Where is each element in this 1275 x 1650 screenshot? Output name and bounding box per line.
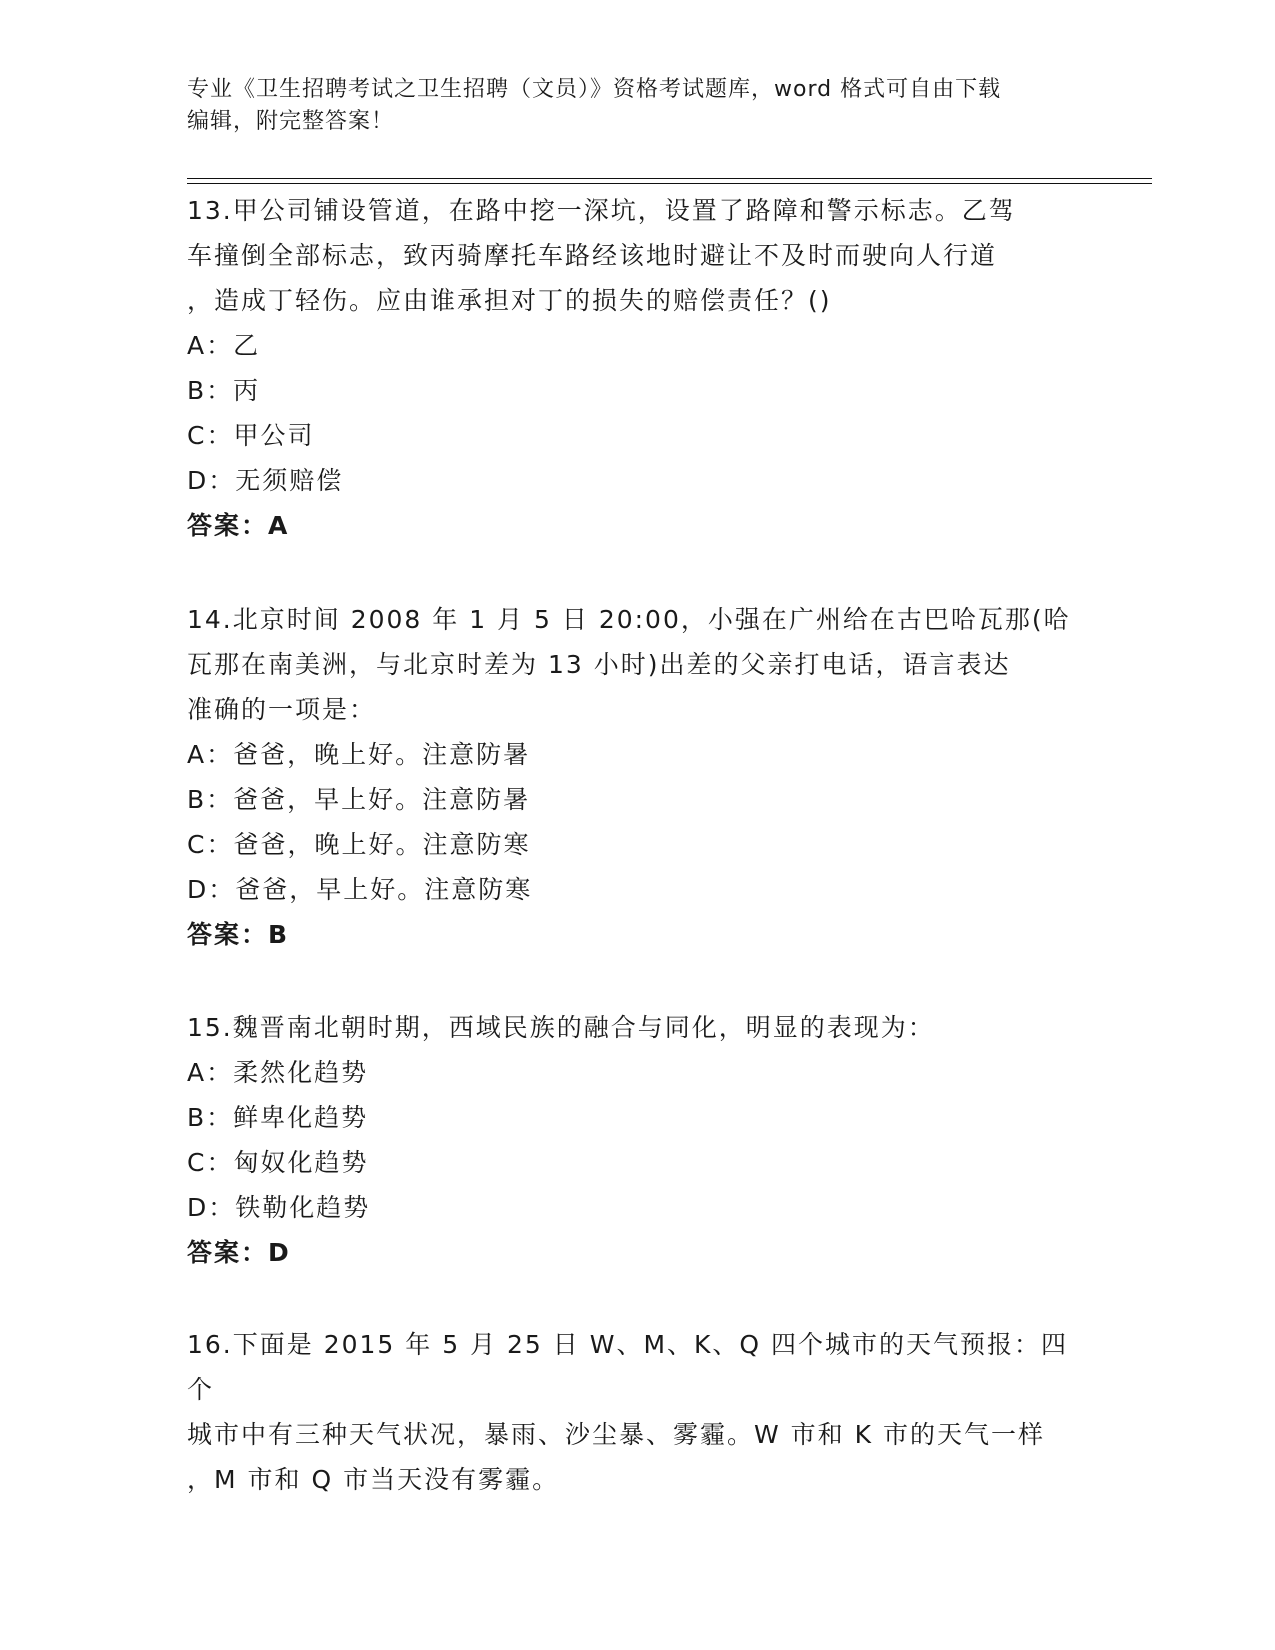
header-line-2: 编辑，附完整答案！ bbox=[187, 109, 395, 134]
header-line-1: 专业《卫生招聘考试之卫生招聘（文员）》资格考试题库，word 格式可自由下载 bbox=[187, 77, 1002, 102]
header-divider-top bbox=[187, 178, 1152, 179]
option-d: D：铁勒化趋势 bbox=[187, 1193, 371, 1222]
question-stem-line: 瓦那在南美洲，与北京时差为 13 小时)出差的父亲打电话，语言表达 bbox=[187, 650, 1011, 679]
option-c: C：爸爸，晚上好。注意防寒 bbox=[187, 830, 531, 859]
option-a: A：爸爸，晚上好。注意防暑 bbox=[187, 740, 531, 769]
option-c: C：匈奴化趋势 bbox=[187, 1148, 369, 1177]
question-stem-line: 14.北京时间 2008 年 1 月 5 日 20:00，小强在广州给在古巴哈瓦那(哈 bbox=[187, 605, 1071, 634]
answer-line: 答案：B bbox=[187, 920, 290, 949]
question-stem-line: 车撞倒全部标志，致丙骑摩托车路经该地时避让不及时而驶向人行道 bbox=[187, 241, 998, 270]
answer-line: 答案：A bbox=[187, 511, 290, 540]
question-16 bbox=[187, 1322, 1087, 1502]
question-stem-line: 13.甲公司铺设管道，在路中挖一深坑，设置了路障和警示标志。乙驾 bbox=[187, 196, 1016, 225]
document-header bbox=[187, 74, 1087, 138]
question-stem-line: ，造成丁轻伤。应由谁承担对丁的损失的赔偿责任？() bbox=[187, 286, 832, 315]
option-b: B：鲜卑化趋势 bbox=[187, 1103, 369, 1132]
question-stem-line: 准确的一项是： bbox=[187, 695, 377, 724]
option-b: B：爸爸，早上好。注意防暑 bbox=[187, 785, 531, 814]
header-divider-bottom bbox=[187, 183, 1152, 184]
question-stem-line: ，M 市和 Q 市当天没有雾霾。 bbox=[187, 1465, 560, 1494]
option-a: A：柔然化趋势 bbox=[187, 1058, 369, 1087]
question-13 bbox=[187, 188, 1087, 548]
option-d: D：无须赔偿 bbox=[187, 466, 344, 495]
option-b: B：丙 bbox=[187, 376, 261, 405]
question-stem-line: 16.下面是 2015 年 5 月 25 日 W、M、K、Q 四个城市的天气预报：四个 bbox=[187, 1330, 1069, 1404]
option-a: A：乙 bbox=[187, 331, 261, 360]
question-stem-line: 城市中有三种天气状况，暴雨、沙尘暴、雾霾。W 市和 K 市的天气一样 bbox=[187, 1420, 1045, 1449]
option-c: C：甲公司 bbox=[187, 421, 315, 450]
option-d: D：爸爸，早上好。注意防寒 bbox=[187, 875, 533, 904]
question-stem-line: 15.魏晋南北朝时期，西域民族的融合与同化，明显的表现为： bbox=[187, 1013, 935, 1042]
question-14 bbox=[187, 597, 1087, 957]
question-15 bbox=[187, 1005, 1087, 1275]
answer-line: 答案：D bbox=[187, 1238, 291, 1267]
